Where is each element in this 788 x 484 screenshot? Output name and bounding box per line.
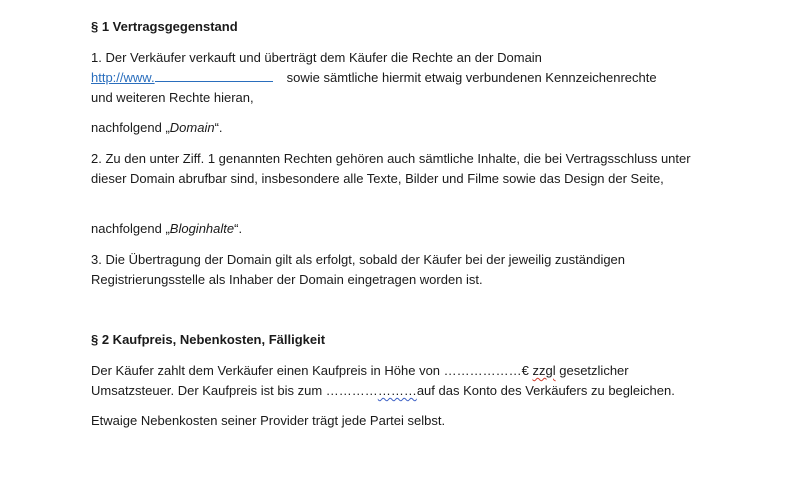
section-2-paragraph-1	[91, 361, 711, 401]
paragraph-text: Der Käufer zahlt dem Verkäufer einen Kaufpreis in Höhe von ………………€	[91, 363, 533, 378]
spellcheck-word[interactable]: zzgl	[532, 363, 556, 378]
paragraph-text: und weiteren Rechte hieran,	[91, 90, 254, 105]
domain-link[interactable]: http://www.	[91, 68, 283, 88]
paragraph-text: gesetzlicher Umsatzsteuer. Der Kaufpreis ist bis zum …………	[91, 363, 629, 398]
paragraph-text: 1. Der Verkäufer verkauft und überträgt dem Käufer die Rechte an der Domain	[91, 50, 542, 65]
section-2-heading: § 2 Kaufpreis, Nebenkosten, Fälligkeit	[91, 332, 326, 347]
section-1-definition-bloginhalte	[91, 219, 711, 239]
section-1-heading: § 1 Vertragsgegenstand	[91, 19, 238, 34]
section-2-paragraph-2: Etwaige Nebenkosten seiner Provider trägt jede Partei selbst.	[91, 413, 446, 428]
section-1-paragraph-3: 3. Die Übertragung der Domain gilt als erfolgt, sobald der Käufer bei der jeweilig zuständigen Registrierungsstelle als Inhaber der Domain eingetragen worden ist.	[91, 252, 626, 287]
paragraph-text: auf das Konto des Verkäufers zu begleichen.	[416, 383, 675, 398]
section-1-paragraph-2: 2. Zu den unter Ziff. 1 genannten Rechten gehören auch sämtliche Inhalte, die bei Vertragsschluss unter dieser Domain abrufbar sind, insbesondere alle Texte, Bilder und Filme sowie das Design der Seite,	[91, 151, 691, 186]
definition-prefix: nachfolgend „	[91, 120, 170, 135]
paragraph-text: sowie sämtliche hiermit etwaig verbundenen Kennzeichenrechte	[283, 70, 657, 85]
section-1-definition-domain	[91, 118, 711, 138]
grammar-check-dots[interactable]: ………	[377, 383, 417, 398]
definition-suffix: “.	[214, 120, 223, 135]
definition-term: Bloginhalte	[169, 221, 235, 236]
section-1-paragraph-1	[91, 48, 711, 108]
definition-prefix: nachfolgend „	[91, 221, 170, 236]
definition-term: Domain	[169, 120, 215, 135]
definition-suffix: “.	[234, 221, 243, 236]
